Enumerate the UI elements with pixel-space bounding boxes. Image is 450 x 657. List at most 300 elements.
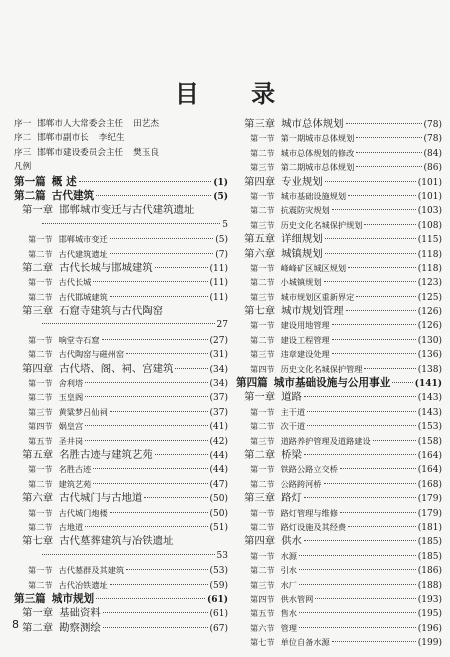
- toc-entry-title: 古代长城: [58, 277, 92, 288]
- toc-entry-title: 建筑艺苑: [58, 478, 92, 489]
- toc-page-number: ( 34 ): [210, 363, 228, 377]
- toc-page-number: ( 118 ): [418, 262, 442, 276]
- dot-leader: [364, 368, 415, 369]
- toc-entry-label: 第一章: [22, 607, 54, 620]
- toc-page-number: ( 164 ): [418, 449, 442, 463]
- toc-entry-title: 古代长城与邯城建筑: [59, 261, 153, 274]
- toc-section-entry[interactable]: [236, 506, 442, 520]
- toc-entry-label: 第二篇: [14, 189, 46, 202]
- toc-section-entry[interactable]: [236, 635, 442, 649]
- toc-section-entry[interactable]: [14, 477, 228, 491]
- toc-page-number: ( 136 ): [418, 348, 442, 362]
- toc-entry-title: 路灯管理与维修: [280, 507, 338, 518]
- toc-part-entry[interactable]: [14, 592, 228, 606]
- toc-entry-label: 第二节: [250, 521, 275, 532]
- toc-section-entry[interactable]: [14, 563, 228, 577]
- toc-page-number: ( 196 ): [418, 622, 442, 636]
- toc-section-entry[interactable]: [236, 203, 442, 217]
- dot-leader: [304, 454, 416, 455]
- toc-entry-title: 管理: [280, 622, 297, 633]
- toc-chapter-entry[interactable]: [236, 448, 442, 462]
- dot-leader: [144, 497, 207, 498]
- toc-page-number: ( 67 ): [210, 622, 228, 636]
- toc-preface-entry[interactable]: [14, 160, 228, 174]
- toc-entry-label: 第三节: [250, 162, 275, 173]
- toc-section-entry[interactable]: [14, 333, 228, 347]
- toc-entry-label: 第二节: [250, 478, 275, 489]
- toc-page-number: ( 164 ): [418, 463, 442, 477]
- dot-leader: [304, 497, 416, 498]
- toc-entry-title: 古代陶窑与磁州窑: [58, 349, 125, 360]
- toc-entry-title: 古代邯城建筑: [58, 291, 108, 302]
- dot-leader: [392, 382, 412, 383]
- dot-leader: [364, 224, 415, 225]
- toc-page-number: ( 181 ): [418, 521, 442, 535]
- toc-entry-title: 小城镇规划: [280, 277, 322, 288]
- toc-section-entry[interactable]: [236, 160, 442, 174]
- toc-entry-label: 第一章: [22, 204, 54, 217]
- toc-page-number: ( 31 ): [210, 348, 228, 362]
- toc-chapter-entry[interactable]: [14, 621, 228, 635]
- toc-entry-label: 第三章: [244, 118, 276, 130]
- toc-section-entry[interactable]: [236, 131, 442, 145]
- dot-leader: [340, 468, 416, 469]
- toc-page-number: ( 153 ): [418, 420, 442, 434]
- toc-entry-label: 第七章: [244, 305, 276, 318]
- toc-section-entry[interactable]: [236, 146, 442, 160]
- toc-entry-title: 历史文化名城保护规划: [280, 219, 363, 230]
- dot-leader: [110, 512, 208, 513]
- toc-entry-label: 第一节: [250, 133, 275, 144]
- toc-section-entry[interactable]: [236, 434, 442, 448]
- toc-entry-label: 第一节: [28, 507, 53, 518]
- toc-page-number: ( 51 ): [210, 521, 228, 535]
- toc-page-number: 53: [216, 550, 228, 561]
- toc-page-number: ( 188 ): [418, 579, 442, 593]
- toc-entry-title: 建设用地管理: [280, 320, 330, 331]
- toc-chapter-entry[interactable]: [14, 362, 228, 376]
- toc-section-entry[interactable]: [236, 290, 442, 304]
- toc-entry-title: 概 述: [51, 175, 77, 188]
- toc-entry-label: 第一节: [28, 277, 53, 288]
- toc-entry-title: 违章建设处理: [280, 349, 330, 360]
- toc-entry-label: 第一节: [28, 234, 53, 245]
- toc-entry-title: 古代塔、阁、祠、宫建筑: [59, 362, 174, 375]
- toc-chapter-entry[interactable]: [14, 203, 228, 217]
- toc-entry-title: 峰峰矿区城区规划: [280, 262, 347, 273]
- toc-page-number: ( 141 ): [415, 377, 442, 391]
- dot-leader: [325, 253, 416, 254]
- toc-chapter-entry[interactable]: [14, 534, 228, 548]
- toc-section-entry[interactable]: [236, 621, 442, 635]
- dot-leader: [332, 209, 416, 210]
- toc-chapter-entry[interactable]: [236, 117, 442, 131]
- toc-entry-label: 第一节: [250, 507, 275, 518]
- toc-preface-author: 李纪生: [98, 133, 125, 144]
- toc-entry-title: 名胜古迹与建筑艺苑: [59, 448, 153, 461]
- toc-part-entry[interactable]: [14, 189, 228, 203]
- toc-section-entry[interactable]: [14, 520, 228, 534]
- toc-entry-title: 供水: [281, 535, 302, 548]
- toc-page-number: ( 143 ): [418, 406, 442, 420]
- toc-entry-label: 第四章: [22, 362, 54, 375]
- dot-leader: [102, 339, 208, 340]
- toc-section-entry[interactable]: [236, 275, 442, 289]
- toc-entry-title: 公路跨河桥: [280, 478, 322, 489]
- toc-entry-title: 响堂寺石窟: [58, 334, 100, 345]
- toc-entry-title: 娲皇宫: [58, 421, 84, 432]
- toc-entry-title: 水源: [280, 550, 297, 561]
- toc-page-number: ( 108 ): [418, 219, 442, 233]
- toc-entry-title: 邯郸市人大常委会主任: [37, 119, 124, 129]
- dot-leader: [79, 181, 212, 182]
- toc-page-number: ( 50 ): [210, 492, 228, 506]
- toc-section-entry[interactable]: [14, 462, 228, 476]
- toc-entry-title: 第一期城市总体规划: [280, 133, 355, 144]
- toc-entry-label: 第二节: [28, 478, 53, 489]
- dot-leader: [307, 425, 416, 426]
- toc-entry-title: 石窟寺建筑与古代陶窑: [59, 305, 164, 318]
- toc-page-number: ( 11 ): [210, 276, 228, 290]
- toc-section-entry[interactable]: [236, 549, 442, 563]
- dot-leader: [356, 296, 416, 297]
- toc-entry-title: 古代墓群及其建筑: [58, 565, 125, 576]
- dot-leader: [299, 627, 416, 628]
- toc-chapter-entry[interactable]: [236, 390, 442, 404]
- toc-page-number: ( 185 ): [418, 550, 442, 564]
- toc-page-number: ( 199 ): [418, 636, 442, 650]
- toc-section-entry[interactable]: [14, 419, 228, 433]
- toc-entry-label: 第六章: [244, 247, 276, 260]
- toc-entry-title: 城市总体规划的修改: [280, 147, 355, 158]
- toc-page-number: ( 37 ): [210, 391, 228, 405]
- toc-entry-label: 第五节: [28, 435, 53, 446]
- toc-entry-title: 道路养护管理及道路建设: [280, 435, 371, 446]
- toc-entry-title: 桥梁: [281, 448, 302, 461]
- toc-part-entry[interactable]: [236, 376, 442, 390]
- toc-page-number: ( 1 ): [213, 176, 228, 190]
- toc-entry-label: 第一节: [250, 190, 275, 201]
- toc-entry-label: 第二节: [250, 147, 275, 158]
- toc-section-entry[interactable]: [236, 563, 442, 577]
- toc-page-number: ( 78 ): [424, 118, 442, 132]
- dot-leader: [42, 223, 220, 224]
- toc-entry-label: 第一节: [28, 464, 53, 475]
- toc-entry-label: 第四章: [244, 175, 276, 188]
- toc-page-number: ( 59 ): [210, 579, 228, 593]
- toc-entry-title: 抗震防灾规划: [280, 205, 330, 216]
- toc-page-number: ( 118 ): [418, 248, 442, 262]
- toc-entry-label: 第四篇: [236, 377, 268, 390]
- toc-entry-title: 古代城门与古地道: [59, 492, 143, 505]
- toc-page-number: ( 101 ): [418, 176, 442, 190]
- toc-entry-label: 第二节: [250, 205, 275, 216]
- toc-section-entry[interactable]: [236, 462, 442, 476]
- toc-entry-label: 第二节: [250, 277, 275, 288]
- dot-leader: [93, 281, 207, 282]
- toc-entry-label: 第二节: [28, 248, 53, 259]
- toc-page-number: ( 195 ): [418, 607, 442, 621]
- dot-leader: [325, 181, 416, 182]
- toc-entry-title: 古代建筑遗址: [58, 248, 108, 259]
- dot-leader: [346, 310, 416, 311]
- dot-leader: [299, 569, 416, 570]
- toc-section-entry[interactable]: [236, 347, 442, 361]
- toc-entry-title: 邯郸市建设委员会主任: [37, 147, 124, 158]
- toc-entry-label: 第六节: [250, 622, 275, 633]
- toc-entry-title: 城市总体规划: [281, 118, 344, 130]
- dot-leader: [346, 123, 422, 124]
- dot-leader: [110, 411, 208, 412]
- toc-entry-label: 第三章: [22, 305, 54, 318]
- toc-entry-title: 圣井岗: [58, 435, 84, 446]
- toc-section-entry[interactable]: [14, 578, 228, 592]
- toc-page-number: ( 5 ): [215, 233, 228, 247]
- toc-entry-title: 主干道: [280, 406, 306, 417]
- toc-preface-author: 樊玉良: [133, 147, 159, 158]
- toc-right-column: [236, 117, 442, 649]
- toc-entry-title: 建设工程管理: [280, 334, 330, 345]
- toc-part-entry[interactable]: [14, 175, 228, 189]
- toc-section-entry[interactable]: [236, 419, 442, 433]
- toc-entry-title: 单位自备水源: [280, 637, 330, 648]
- toc-section-entry[interactable]: [14, 506, 228, 520]
- dot-leader: [103, 627, 208, 628]
- toc-page-number: ( 53 ): [210, 564, 228, 578]
- toc-entry-label: 第二节: [28, 392, 53, 403]
- toc-section-entry[interactable]: [14, 376, 228, 390]
- toc-section-entry[interactable]: [236, 592, 442, 606]
- dot-leader: [155, 454, 208, 455]
- toc-page-number: ( 50 ): [210, 507, 228, 521]
- dot-leader: [356, 152, 421, 153]
- dot-leader: [348, 195, 416, 196]
- toc-entry-label: 第二节: [28, 349, 53, 360]
- dot-leader: [315, 598, 415, 599]
- toc-section-entry[interactable]: [14, 232, 228, 246]
- toc-page-number: ( 130 ): [418, 334, 442, 348]
- toc-page-number: 27: [216, 320, 228, 331]
- toc-entry-label: 第二章: [22, 261, 54, 274]
- toc-section-entry[interactable]: [236, 606, 442, 620]
- toc-entry-label: 第三节: [250, 349, 275, 360]
- toc-section-entry[interactable]: [14, 290, 228, 304]
- toc-entry-label: 序三: [14, 147, 32, 158]
- page-title: 目 录: [174, 79, 298, 108]
- toc-entry-title: 专业规划: [281, 175, 323, 188]
- toc-entry-label: 凡例: [14, 162, 32, 173]
- toc-entry-title: 城市基础设施规划: [280, 190, 347, 201]
- toc-section-entry[interactable]: [236, 261, 442, 275]
- toc-entry-label: 第二节: [250, 421, 275, 432]
- toc-page-number: ( 193 ): [418, 593, 442, 607]
- toc-entry-label: 第七节: [250, 637, 275, 648]
- toc-entry-title: 次干道: [280, 421, 306, 432]
- toc-page-number: ( 126 ): [418, 319, 442, 333]
- toc-entry-label: 第三节: [250, 291, 275, 302]
- toc-entry-label: 第三节: [250, 219, 275, 230]
- toc-entry-title: 历史文化名城保护管理: [280, 363, 363, 374]
- dot-leader: [307, 411, 416, 412]
- toc-page-number: ( 7 ): [215, 248, 228, 262]
- toc-entry-label: 第一节: [250, 262, 275, 273]
- toc-page-number: ( 115 ): [418, 233, 442, 247]
- dot-leader: [332, 353, 416, 354]
- toc-entry-title: 舍利塔: [58, 378, 84, 389]
- toc-page-number: ( 179 ): [418, 492, 442, 506]
- toc-entry-title: 古代冶铁遗址: [58, 579, 108, 590]
- dot-leader: [304, 540, 416, 541]
- toc-entry-title: 路灯: [281, 492, 302, 505]
- dot-leader: [110, 238, 214, 239]
- toc-entry-label: 序二: [14, 133, 32, 144]
- toc-section-entry[interactable]: [236, 578, 442, 592]
- dot-leader: [348, 267, 416, 268]
- toc-page-number: ( 125 ): [418, 291, 442, 305]
- toc-page-number: ( 158 ): [418, 435, 442, 449]
- toc-page-number: ( 185 ): [418, 535, 442, 549]
- toc-page-number: ( 101 ): [418, 190, 442, 204]
- toc-page-number: ( 27 ): [210, 334, 228, 348]
- toc-section-entry[interactable]: [14, 247, 228, 261]
- toc-section-entry[interactable]: [236, 333, 442, 347]
- toc-entry-title: 引水: [280, 565, 297, 576]
- toc-entry-title: 第二期城市总体规划: [280, 162, 355, 173]
- dot-leader: [85, 440, 207, 441]
- toc-chapter-entry[interactable]: [236, 175, 442, 189]
- toc-entry-title: 古地道: [58, 521, 84, 532]
- toc-entry-label: 第六章: [22, 492, 54, 505]
- toc-entry-continuation: [14, 549, 228, 563]
- page-number: 8: [12, 618, 19, 631]
- toc-entry-title: 路灯设施及其经费: [280, 521, 347, 532]
- toc-entry-label: 第一节: [250, 320, 275, 331]
- dot-leader: [332, 641, 416, 642]
- toc-chapter-entry[interactable]: [236, 232, 442, 246]
- toc-preface-entry[interactable]: [14, 131, 228, 145]
- dot-leader: [304, 396, 416, 397]
- dot-leader: [356, 137, 421, 138]
- dot-leader: [332, 324, 416, 325]
- toc-section-entry[interactable]: [236, 318, 442, 332]
- toc-entry-label: 第三节: [250, 435, 275, 446]
- dot-leader: [85, 396, 207, 397]
- toc-entry-title: 名胜古迹: [58, 464, 92, 475]
- toc-page-number: ( 61 ): [207, 593, 228, 607]
- toc-entry-label: 第二节: [250, 334, 275, 345]
- dot-leader: [299, 584, 416, 585]
- toc-entry-label: 第四章: [244, 535, 276, 548]
- toc-preface-author: 田艺杰: [133, 119, 159, 129]
- toc-preface-entry[interactable]: [14, 117, 228, 131]
- toc-page-number: ( 126 ): [418, 305, 442, 319]
- toc-section-entry[interactable]: [14, 434, 228, 448]
- toc-entry-label: 第二章: [22, 621, 54, 634]
- dot-leader: [340, 512, 416, 513]
- toc-section-entry[interactable]: [14, 390, 228, 404]
- toc-entry-label: 第五章: [22, 448, 54, 461]
- toc-chapter-entry[interactable]: [236, 304, 442, 318]
- toc-chapter-entry[interactable]: [14, 448, 228, 462]
- dot-leader: [85, 382, 207, 383]
- toc-page-number: ( 44 ): [210, 463, 228, 477]
- toc-entry-label: 第七章: [22, 535, 54, 548]
- toc-chapter-entry[interactable]: [14, 261, 228, 275]
- toc-page-number: ( 42 ): [210, 435, 228, 449]
- toc-entry-title: 黄粱梦吕仙祠: [58, 406, 108, 417]
- toc-entry-title: 基础资料: [59, 607, 101, 620]
- toc-section-entry[interactable]: [236, 218, 442, 232]
- toc-left-column: [14, 117, 228, 635]
- toc-section-entry[interactable]: [236, 362, 442, 376]
- dot-leader: [103, 612, 208, 613]
- dot-leader: [126, 569, 207, 570]
- toc-entry-label: 第三章: [244, 492, 276, 505]
- toc-entry-title: 城市规划区重新界定: [280, 291, 355, 302]
- toc-section-entry[interactable]: [236, 189, 442, 203]
- toc-entry-label: 第五节: [250, 608, 275, 619]
- toc-entry-title: 售水: [280, 608, 297, 619]
- toc-entry-label: 第一节: [28, 565, 53, 576]
- toc-entry-title: 城市基础设施与公用事业: [273, 377, 391, 390]
- toc-page-number: ( 78 ): [424, 132, 442, 146]
- toc-chapter-entry[interactable]: [236, 534, 442, 548]
- toc-page-number: ( 186 ): [418, 564, 442, 578]
- toc-page-number: ( 11 ): [210, 291, 228, 305]
- dot-leader: [110, 584, 208, 585]
- dot-leader: [126, 353, 207, 354]
- dot-leader: [175, 368, 207, 369]
- toc-entry-label: 第二节: [250, 565, 275, 576]
- toc-entry-title: 城市规划管理: [281, 305, 344, 318]
- toc-section-entry[interactable]: [236, 405, 442, 419]
- toc-chapter-entry[interactable]: [236, 491, 442, 505]
- toc-section-entry[interactable]: [14, 347, 228, 361]
- toc-entry-title: 古代建筑: [51, 189, 95, 202]
- dot-leader: [332, 339, 416, 340]
- dot-leader: [325, 238, 416, 239]
- toc-chapter-entry[interactable]: [14, 491, 228, 505]
- toc-page-number: ( 103 ): [418, 204, 442, 218]
- dot-leader: [348, 526, 416, 527]
- toc-page-number: 5: [222, 219, 228, 230]
- dot-leader: [373, 440, 416, 441]
- toc-section-entry[interactable]: [14, 405, 228, 419]
- dot-leader: [110, 296, 208, 297]
- toc-entry-label: 第二节: [28, 291, 53, 302]
- toc-chapter-entry[interactable]: [236, 247, 442, 261]
- dot-leader: [42, 554, 215, 555]
- toc-entry-label: 第二章: [244, 448, 276, 461]
- toc-section-entry[interactable]: [14, 275, 228, 289]
- dot-leader: [324, 281, 416, 282]
- toc-entry-title: 玉皇阁: [58, 392, 84, 403]
- toc-entry-title: 城市规划: [51, 592, 95, 605]
- toc-chapter-entry[interactable]: [14, 304, 228, 318]
- toc-chapter-entry[interactable]: [14, 606, 228, 620]
- toc-entry-label: 第一节: [28, 334, 53, 345]
- dot-leader: [96, 598, 205, 599]
- dot-leader: [85, 526, 207, 527]
- toc-entry-label: 第五章: [244, 233, 276, 246]
- toc-section-entry[interactable]: [236, 477, 442, 491]
- dot-leader: [93, 468, 207, 469]
- toc-preface-entry[interactable]: [14, 146, 228, 160]
- toc-page-number: ( 123 ): [418, 276, 442, 290]
- toc-page-number: ( 11 ): [210, 262, 228, 276]
- toc-entry-label: 第四节: [28, 421, 53, 432]
- toc-section-entry[interactable]: [236, 520, 442, 534]
